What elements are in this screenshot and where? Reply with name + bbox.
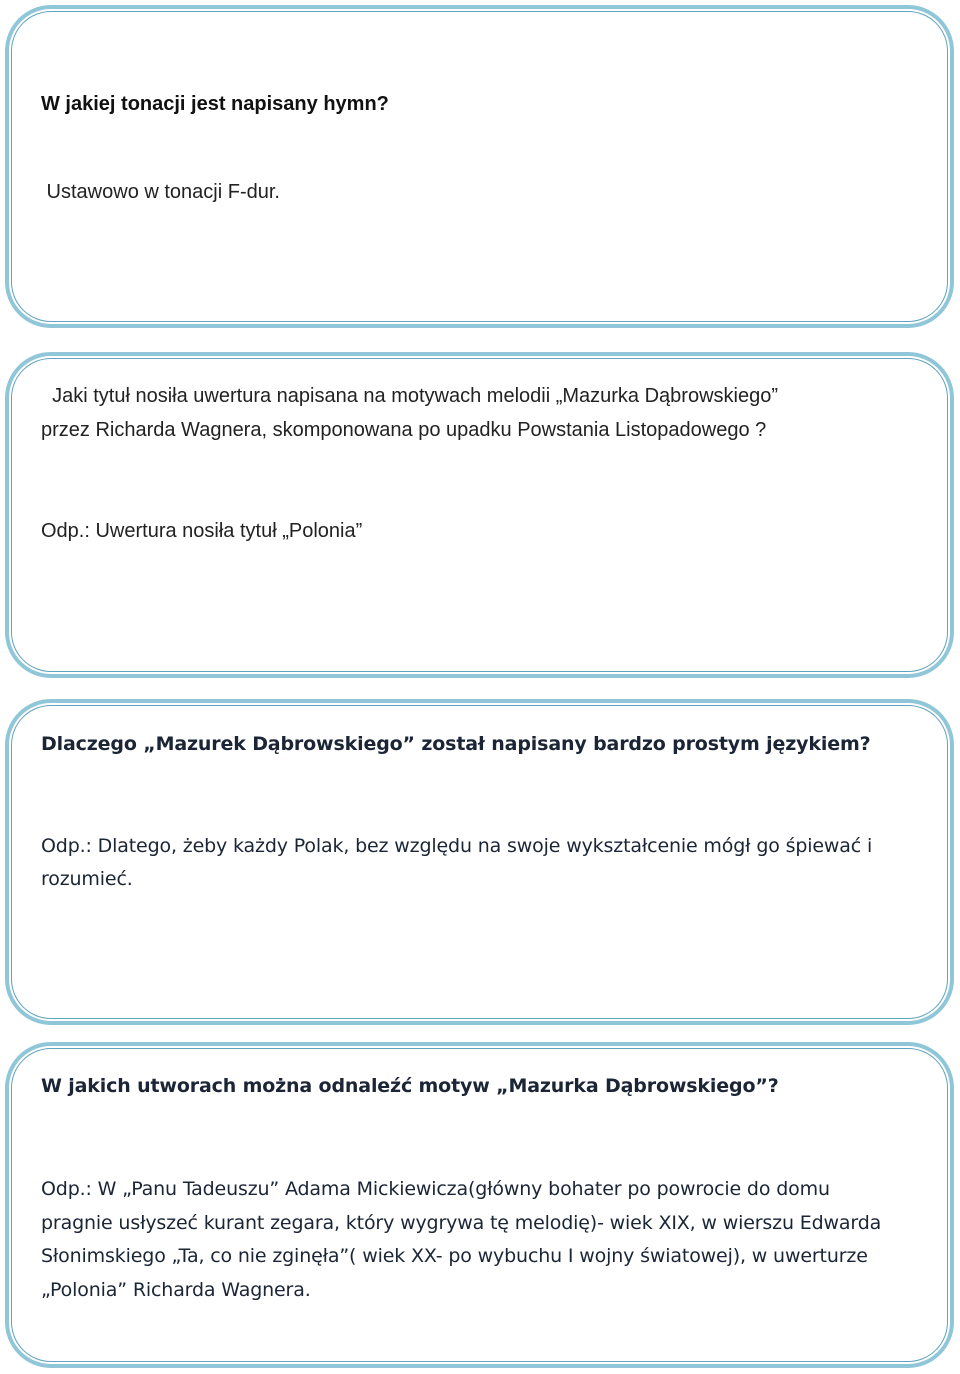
answer-text: Odp.: Uwertura nosiła tytuł „Polonia” — [41, 520, 363, 542]
question-text: W jakich utworach można odnaleźć motyw „Mazurka Dąbrowskiego”? — [41, 1075, 779, 1097]
answer-text-line-2: rozumieć. — [41, 868, 133, 890]
answer-text: Ustawowo w tonacji F-dur. — [41, 181, 280, 203]
qa-card-4-content — [37, 1046, 922, 1364]
answer-text-line-1: Odp.: Dlatego, żeby każdy Polak, bez względu na swoje wykształcenie mógł go śpiewać i — [41, 835, 873, 857]
answer-text-line-1: Odp.: W „Panu Tadeuszu” Adama Mickiewicza(główny bohater po powrocie do domu — [41, 1178, 830, 1200]
qa-card-1 — [5, 5, 954, 328]
qa-card-3-content — [37, 703, 922, 1021]
question-text: Dlaczego „Mazurek Dąbrowskiego” został napisany bardzo prostym językiem? — [41, 733, 871, 755]
question-text-line-2: przez Richarda Wagnera, skomponowana po upadku Powstania Listopadowego ? — [41, 419, 767, 441]
qa-card-3 — [5, 699, 954, 1025]
qa-card-4 — [5, 1042, 954, 1368]
answer-text-line-2: pragnie usłyszeć kurant zegara, który wygrywa tę melodię)- wiek XIX, w wierszu Edwarda — [41, 1212, 882, 1234]
qa-card-2-content — [37, 356, 922, 674]
answer-text-line-4: „Polonia” Richarda Wagnera. — [41, 1279, 311, 1301]
qa-card-1-content — [37, 9, 922, 324]
question-text: W jakiej tonacji jest napisany hymn? — [41, 93, 389, 115]
answer-text-line-3: Słonimskiego „Ta, co nie zginęła”( wiek XX- po wybuchu I wojny światowej), w uwerturze — [41, 1245, 868, 1267]
question-text-line-1: Jaki tytuł nosiła uwertura napisana na motywach melodii „Mazurka Dąbrowskiego” — [41, 385, 778, 407]
qa-card-2 — [5, 352, 954, 678]
